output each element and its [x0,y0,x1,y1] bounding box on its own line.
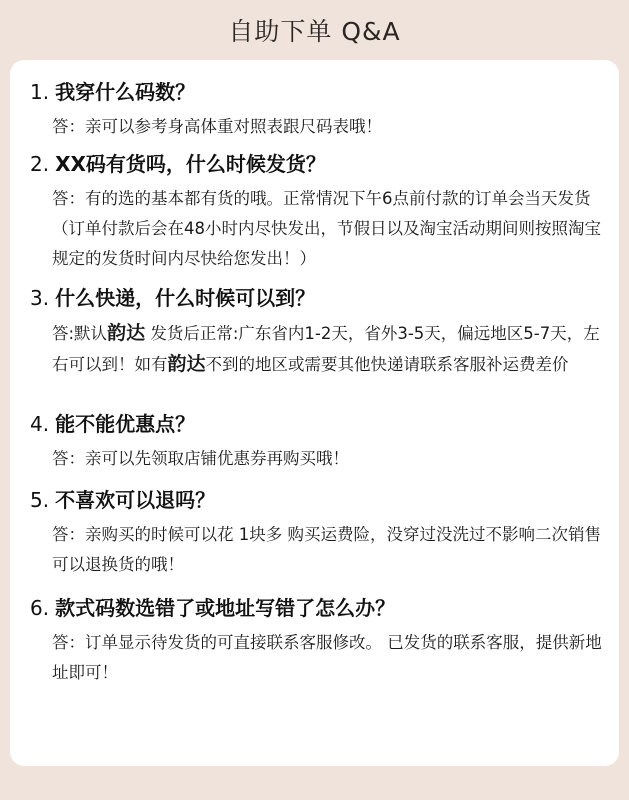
question-text: 能不能优惠点？ [55,412,196,436]
courier-name: 韵达 [167,353,206,375]
answer: 答：订单显示待发货的可直接联系客服修改。 已发货的联系客服，提供新地址即可！ [52,633,602,682]
answer-text: 发货后正常:广东省内1-2天，省外3-5天，偏远地区5-7天，左右可以到！如有 [52,324,600,374]
question-number: 4. [30,412,50,436]
qa-item-6 [30,594,610,688]
qa-item-1 [30,78,610,142]
answer: 答：亲购买的时候可以花 1块多 购买运费险，没穿过没洗过不影响二次销售可以退换货的哦！ [52,525,601,574]
courier-name: 韵达 [107,322,146,344]
answer: 答：亲可以先领取店铺优惠券再购买哦！ [52,449,349,468]
question-text: 我穿什么码数？ [55,80,196,104]
qa-card [10,60,619,766]
question-text: 什么快递，什么时候可以到？ [55,286,316,310]
question [30,410,610,438]
question [30,486,610,514]
question-number: 1. [30,80,50,104]
question-text: 款式码数选错了或地址写错了怎么办？ [55,596,396,620]
question-number: 2. [30,152,50,176]
question-number: 6. [30,596,50,620]
qa-item-2 [30,150,610,274]
question-text: 不喜欢可以退吗？ [55,488,216,512]
answer: 答：亲可以参考身高体重对照表跟尺码表哦！ [52,117,382,136]
answer: 答：有的选的基本都有货的哦。正常情况下午6点前付款的订单会当天发货（订单付款后会在48小时内尽快发出，节假日以及淘宝活动期间则按照淘宝规定的发货时间内尽快给您发出！） [52,189,601,268]
answer-text: 不到的地区或需要其他快递请联系客服补运费差价 [205,355,569,374]
footer-band [0,766,629,800]
question [30,594,610,622]
page-title: 自助下单 Q&A [228,17,401,46]
question-number: 5. [30,488,50,512]
question [30,78,610,106]
question-text: XX码有货吗，什么时候发货？ [55,152,326,176]
qa-item-3 [30,284,610,380]
qa-item-5 [30,486,610,580]
question-number: 3. [30,286,50,310]
header [0,0,629,60]
qa-item-4 [30,410,610,474]
question [30,150,610,178]
question [30,284,610,312]
answer [30,318,610,380]
answer-text: 答:默认 [52,324,108,343]
